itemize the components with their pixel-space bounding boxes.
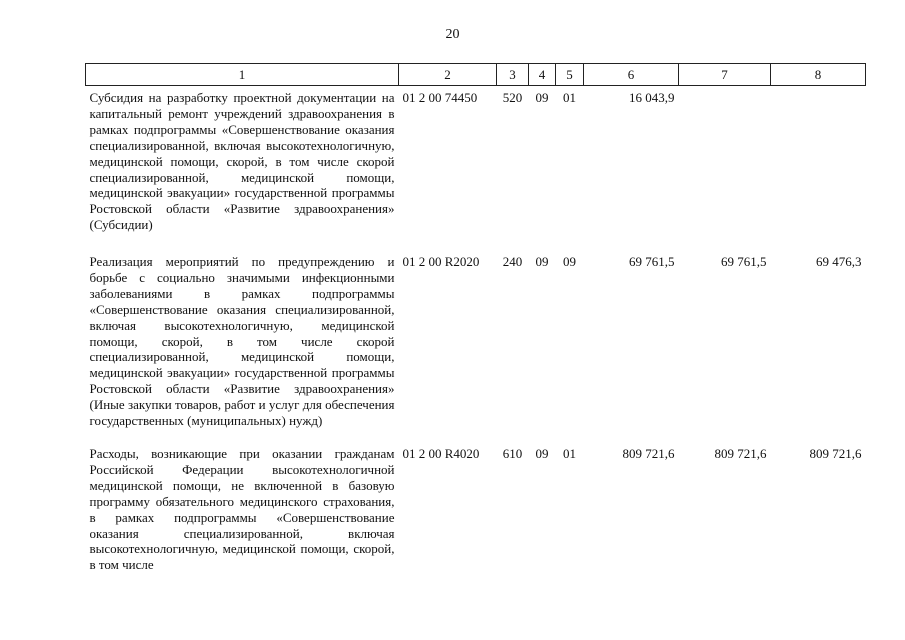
row-amount-col6: 69 761,5: [629, 254, 675, 269]
row-section: 09: [535, 254, 549, 269]
row-description: Расходы, возникающие при оказании гражданам Российской Федерации высокотехнологичной медицинской помощи, не включенной в базовую программу обязательного медицинского страхования, в рамках подпрограммы «Совершенствование оказания специализированной, включая высокотехнологичную, медицинской помощи, скорой, в том числе: [89, 446, 395, 573]
header-col-2: 2: [399, 64, 497, 86]
row-target-code: 01 2 00 R2020: [402, 254, 480, 269]
page-number: 20: [445, 27, 460, 42]
table-row: [86, 442, 866, 573]
row-description: Субсидия на разработку проектной документации на капитальный ремонт учреждений здравоохранения в рамках подпрограммы «Совершенствование оказания специализированной, включая высокотехнологичную, медицинской помощи, скорой, в том числе скорой специализированной, медицинской помощи, медицинской эвакуации» государственной программы Ростовской области «Развитие здравоохранения» (Субсидии): [89, 90, 395, 233]
row-section: 09: [535, 446, 549, 461]
table-row: [86, 86, 866, 251]
row-section: 09: [535, 90, 549, 105]
header-col-5: 5: [556, 64, 584, 86]
row-subsection: 01: [563, 446, 576, 461]
row-amount-col6: 16 043,9: [629, 90, 675, 105]
row-expense-type: 240: [502, 254, 523, 269]
row-amount-col7: [679, 86, 771, 251]
row-description: Реализация мероприятий по предупреждению и борьбе с социально значимыми инфекционными заболеваниями в рамках подпрограммы «Совершенствование оказания специализированной, включая высокотехнологичную, медицинской помощи, скорой, в том числе скорой специализированной, медицинской помощи, медицинской эвакуации» государственной программы Ростовской области «Развитие здравоохранения» (Иные закупки товаров, работ и услуг для обеспечения государственных (муниципальных) нужд): [89, 254, 395, 429]
row-target-code: 01 2 00 74450: [402, 90, 478, 105]
header-col-6: 6: [584, 64, 679, 86]
header-col-3: 3: [497, 64, 529, 86]
table-header-row: [86, 64, 866, 86]
header-col-7: 7: [679, 64, 771, 86]
row-amount-col7: 69 761,5: [721, 254, 767, 269]
row-amount-col8: 69 476,3: [816, 254, 862, 269]
header-col-1: 1: [86, 64, 399, 86]
row-expense-type: 520: [502, 90, 523, 105]
row-amount-col7: 809 721,6: [714, 446, 767, 461]
row-expense-type: 610: [502, 446, 523, 461]
table-row: [86, 250, 866, 442]
row-amount-col8: [771, 86, 866, 251]
row-amount-col6: 809 721,6: [622, 446, 675, 461]
header-col-4: 4: [529, 64, 556, 86]
row-subsection: 09: [563, 254, 576, 269]
budget-table: [85, 63, 866, 573]
row-target-code: 01 2 00 R4020: [402, 446, 480, 461]
row-amount-col8: 809 721,6: [809, 446, 862, 461]
row-subsection: 01: [563, 90, 576, 105]
header-col-8: 8: [771, 64, 866, 86]
